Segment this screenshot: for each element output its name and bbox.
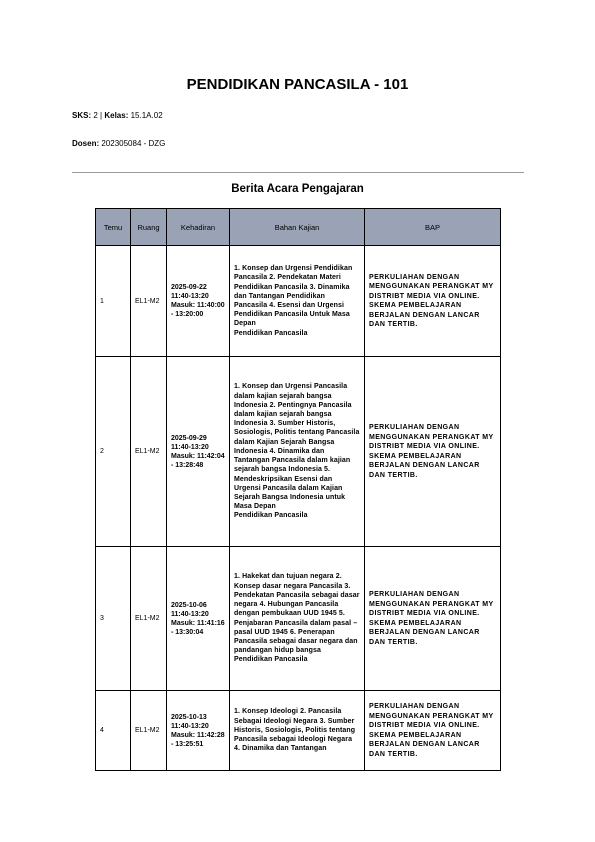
bahan-kajian-cell: [230, 246, 365, 357]
bap-cell: PERKULIAHAN DENGAN MENGGUNAKAN PERANGKAT MY DISTRIBT MEDIA VIA ONLINE. SKEMA PEMBELAJARAN BERJALAN DENGAN LANCAR DAN TERTIB.: [365, 547, 501, 691]
header-temu: Temu: [96, 209, 131, 246]
table-row: [96, 547, 501, 691]
table-row: [96, 357, 501, 547]
teaching-record-table: [95, 208, 501, 771]
kehadiran-cell: 2025-09-29 11:40-13:20 Masuk: 11:42:04 - 13:28:48: [167, 357, 230, 547]
header-bahan-kajian: Bahan Kajian: [230, 209, 365, 246]
lecturer-line: [72, 139, 165, 148]
ruang-cell: EL1-M2: [131, 691, 167, 771]
bahan-kajian-text: 1. Konsep Ideologi 2. Pancasila Sebagai Ideologi Negara 3. Sumber Historis, Sosiologis, Politis tentang Pancasila sebagai Ideologi Negara 4. Dinamika dan Tantangan: [234, 708, 356, 753]
bahan-kajian-subject: Pendidikan Pancasila: [234, 656, 308, 664]
ruang-cell: EL1-M2: [131, 547, 167, 691]
kelas-label: Kelas:: [104, 111, 129, 120]
table-row: [96, 246, 501, 357]
temu-cell: 2: [96, 357, 131, 547]
section-title: Berita Acara Pengajaran: [231, 183, 364, 195]
sks-value: 2: [93, 111, 98, 120]
bahan-kajian-subject: Pendidikan Pancasila: [234, 512, 308, 520]
ruang-cell: EL1-M2: [131, 357, 167, 547]
table-header-row: [96, 209, 501, 246]
course-meta-line: [72, 111, 163, 120]
dosen-label: Dosen:: [72, 139, 100, 148]
bap-cell: PERKULIAHAN DENGAN MENGGUNAKAN PERANGKAT MY DISTRIBT MEDIA VIA ONLINE. SKEMA PEMBELAJARAN BERJALAN DENGAN LANCAR DAN TERTIB.: [365, 357, 501, 547]
dosen-value: 202305084 - DZG: [101, 139, 166, 148]
kelas-value: 15.1A.02: [130, 111, 163, 120]
bahan-kajian-cell: [230, 547, 365, 691]
sks-label: SKS:: [72, 111, 92, 120]
bahan-kajian-subject: Pendidikan Pancasila: [234, 329, 308, 337]
table-row: [96, 691, 501, 771]
kehadiran-cell: 2025-09-22 11:40-13:20 Masuk: 11:40:00 - 13:20:00: [167, 246, 230, 357]
bahan-kajian-text: 1. Konsep dan Urgensi Pancasila dalam kajian sejarah bangsa Indonesia 2. Pentingnya Pancasila dalam kajian sejarah bangsa Indonesia 3. Sumber Historis, Sosiologis, Politis tentang Pancasila dalam Kajian Sejarah Bangsa Indonesia 4. Dinamika dan Tantangan Pancasila dalam kajian sejarah bangsa Indonesia 5. Mendeskripsikan Esensi dan Urgensi Pancasila dalam Kajian Sejarah Bangsa Indonesia untuk Masa Depan: [234, 383, 360, 511]
bahan-kajian-cell: [230, 691, 365, 771]
header-kehadiran: Kehadiran: [167, 209, 230, 246]
bap-cell: PERKULIAHAN DENGAN MENGGUNAKAN PERANGKAT MY DISTRIBT MEDIA VIA ONLINE. SKEMA PEMBELAJARAN BERJALAN DENGAN LANCAR DAN TERTIB.: [365, 246, 501, 357]
header-bap: BAP: [365, 209, 501, 246]
bap-cell: PERKULIAHAN DENGAN MENGGUNAKAN PERANGKAT MY DISTRIBT MEDIA VIA ONLINE. SKEMA PEMBELAJARAN BERJALAN DENGAN LANCAR DAN TERTIB.: [365, 691, 501, 771]
ruang-cell: EL1-M2: [131, 246, 167, 357]
kehadiran-cell: 2025-10-06 11:40-13:20 Masuk: 11:41:16 - 13:30:04: [167, 547, 230, 691]
temu-cell: 4: [96, 691, 131, 771]
bahan-kajian-text: 1. Konsep dan Urgensi Pendidikan Pancasila 2. Pendekatan Materi Pendidikan Pancasila 3. Dinamika dan Tantangan Pendidikan Pancasila 4. Esensi dan Urgensi Pendidikan Pancasila Untuk Masa Depan: [234, 265, 353, 328]
bahan-kajian-text: 1. Hakekat dan tujuan negara 2. Konsep dasar negara Pancasila 3. Pendekatan Pancasila sebagai dasar negara 4. Hubungan Pancasila dengan pembukaan UUD 1945 5. Penjabaran Pancasila dalam pasal – pasal UUD 1945 6. Penerapan Pancasila sebagai dasar negara dan pandangan hidup bangsa: [234, 573, 360, 655]
divider: [72, 172, 524, 173]
temu-cell: 3: [96, 547, 131, 691]
header-ruang: Ruang: [131, 209, 167, 246]
page-title: PENDIDIKAN PANCASILA - 101: [186, 76, 409, 93]
bahan-kajian-cell: [230, 357, 365, 547]
meta-separator: |: [100, 111, 103, 120]
kehadiran-cell: 2025-10-13 11:40-13:20 Masuk: 11:42:28 - 13:25:51: [167, 691, 230, 771]
temu-cell: 1: [96, 246, 131, 357]
